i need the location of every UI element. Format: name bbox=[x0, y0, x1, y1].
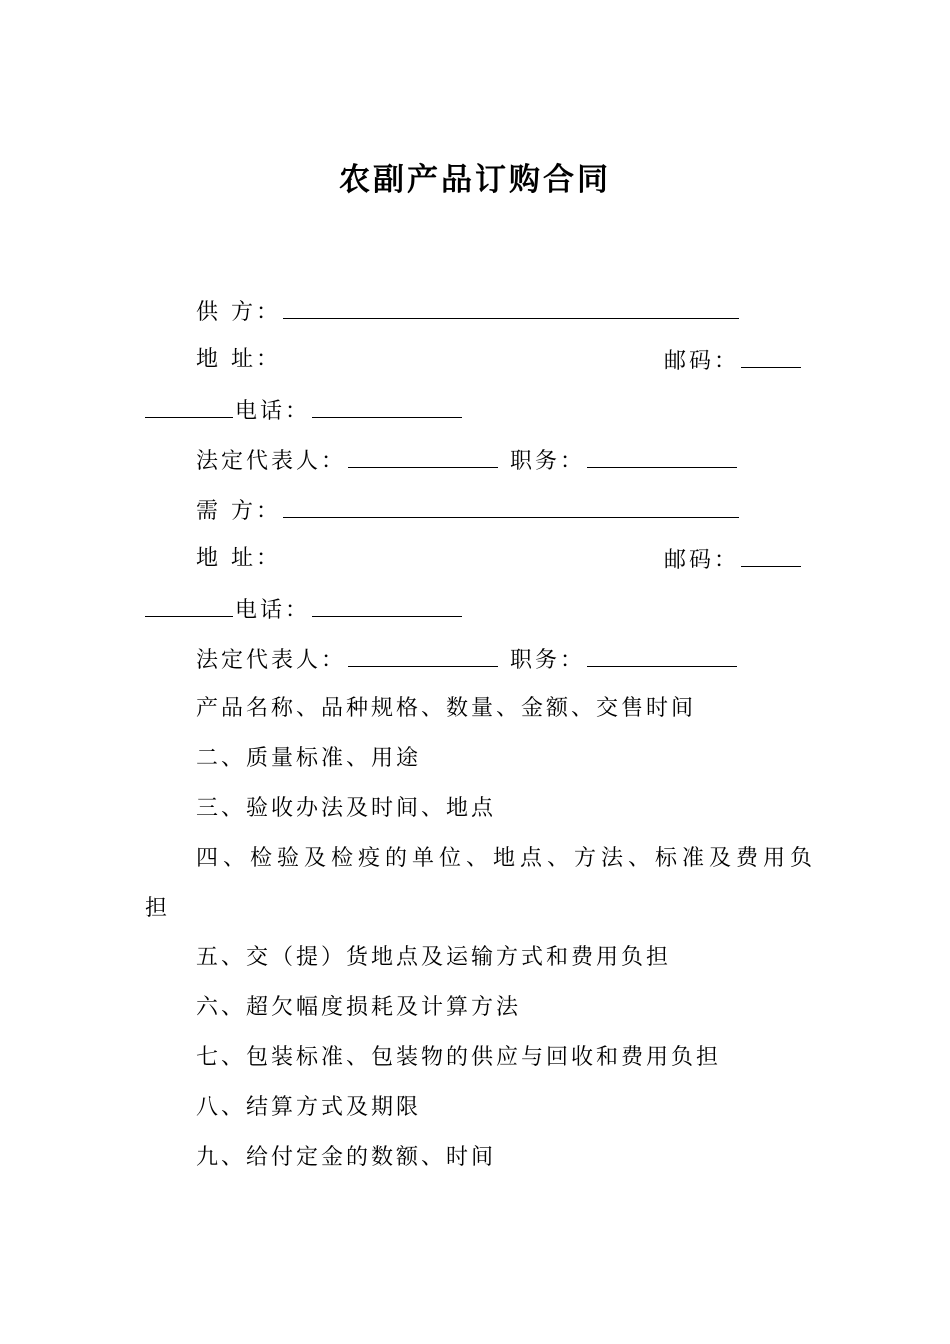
buyer-postcode-blank-cont[interactable] bbox=[145, 594, 233, 617]
supplier-rep-label: 法定代表人： bbox=[196, 449, 347, 474]
buyer-phone-line bbox=[145, 594, 464, 626]
supplier-address-label: 地 址： bbox=[196, 347, 281, 372]
buyer-position-blank[interactable] bbox=[587, 644, 737, 667]
clause-7: 七、包装标准、包装物的供应与回收和费用负担 bbox=[196, 1045, 722, 1070]
supplier-phone-line bbox=[145, 395, 464, 427]
clause-6: 六、超欠幅度损耗及计算方法 bbox=[196, 995, 522, 1020]
clause-4: 四、检验及检疫的单位、地点、方法、标准及费用负 bbox=[196, 846, 818, 871]
document-title: 农副产品订购合同 bbox=[339, 162, 611, 198]
clause-1: 产品名称、品种规格、数量、金额、交售时间 bbox=[196, 696, 697, 721]
supplier-position-blank[interactable] bbox=[587, 445, 737, 468]
buyer-postcode-blank[interactable] bbox=[741, 544, 801, 567]
buyer-rep-label: 法定代表人： bbox=[196, 648, 347, 673]
supplier-postcode-line bbox=[664, 345, 803, 377]
buyer-rep-line bbox=[196, 644, 739, 676]
supplier-postcode-blank[interactable] bbox=[741, 345, 801, 368]
supplier-phone-blank[interactable] bbox=[312, 395, 462, 418]
buyer-position-label: 职务： bbox=[510, 648, 586, 673]
buyer-rep-blank[interactable] bbox=[348, 644, 498, 667]
clause-8: 八、结算方式及期限 bbox=[196, 1095, 422, 1120]
supplier-label: 供 方： bbox=[196, 300, 281, 325]
clause-4-cont: 担 bbox=[145, 896, 171, 921]
buyer-postcode-label: 邮码： bbox=[664, 548, 740, 573]
clause-2: 二、质量标准、用途 bbox=[196, 746, 422, 771]
supplier-phone-label: 电话： bbox=[235, 399, 311, 424]
supplier-postcode-label: 邮码： bbox=[664, 349, 740, 374]
supplier-position-label: 职务： bbox=[510, 449, 586, 474]
supplier-blank[interactable] bbox=[283, 296, 739, 319]
supplier-line bbox=[196, 296, 741, 328]
buyer-postcode-line bbox=[664, 544, 803, 576]
clause-5: 五、交（提）货地点及运输方式和费用负担 bbox=[196, 945, 672, 970]
supplier-rep-blank[interactable] bbox=[348, 445, 498, 468]
clause-3: 三、验收办法及时间、地点 bbox=[196, 796, 497, 821]
buyer-address-label: 地 址： bbox=[196, 546, 281, 571]
buyer-blank[interactable] bbox=[283, 495, 739, 518]
clause-9: 九、给付定金的数额、时间 bbox=[196, 1145, 497, 1170]
buyer-phone-blank[interactable] bbox=[312, 594, 462, 617]
buyer-label: 需 方： bbox=[196, 499, 281, 524]
supplier-rep-line bbox=[196, 445, 739, 477]
buyer-phone-label: 电话： bbox=[235, 598, 311, 623]
supplier-postcode-blank-cont[interactable] bbox=[145, 395, 233, 418]
buyer-line bbox=[196, 495, 741, 527]
